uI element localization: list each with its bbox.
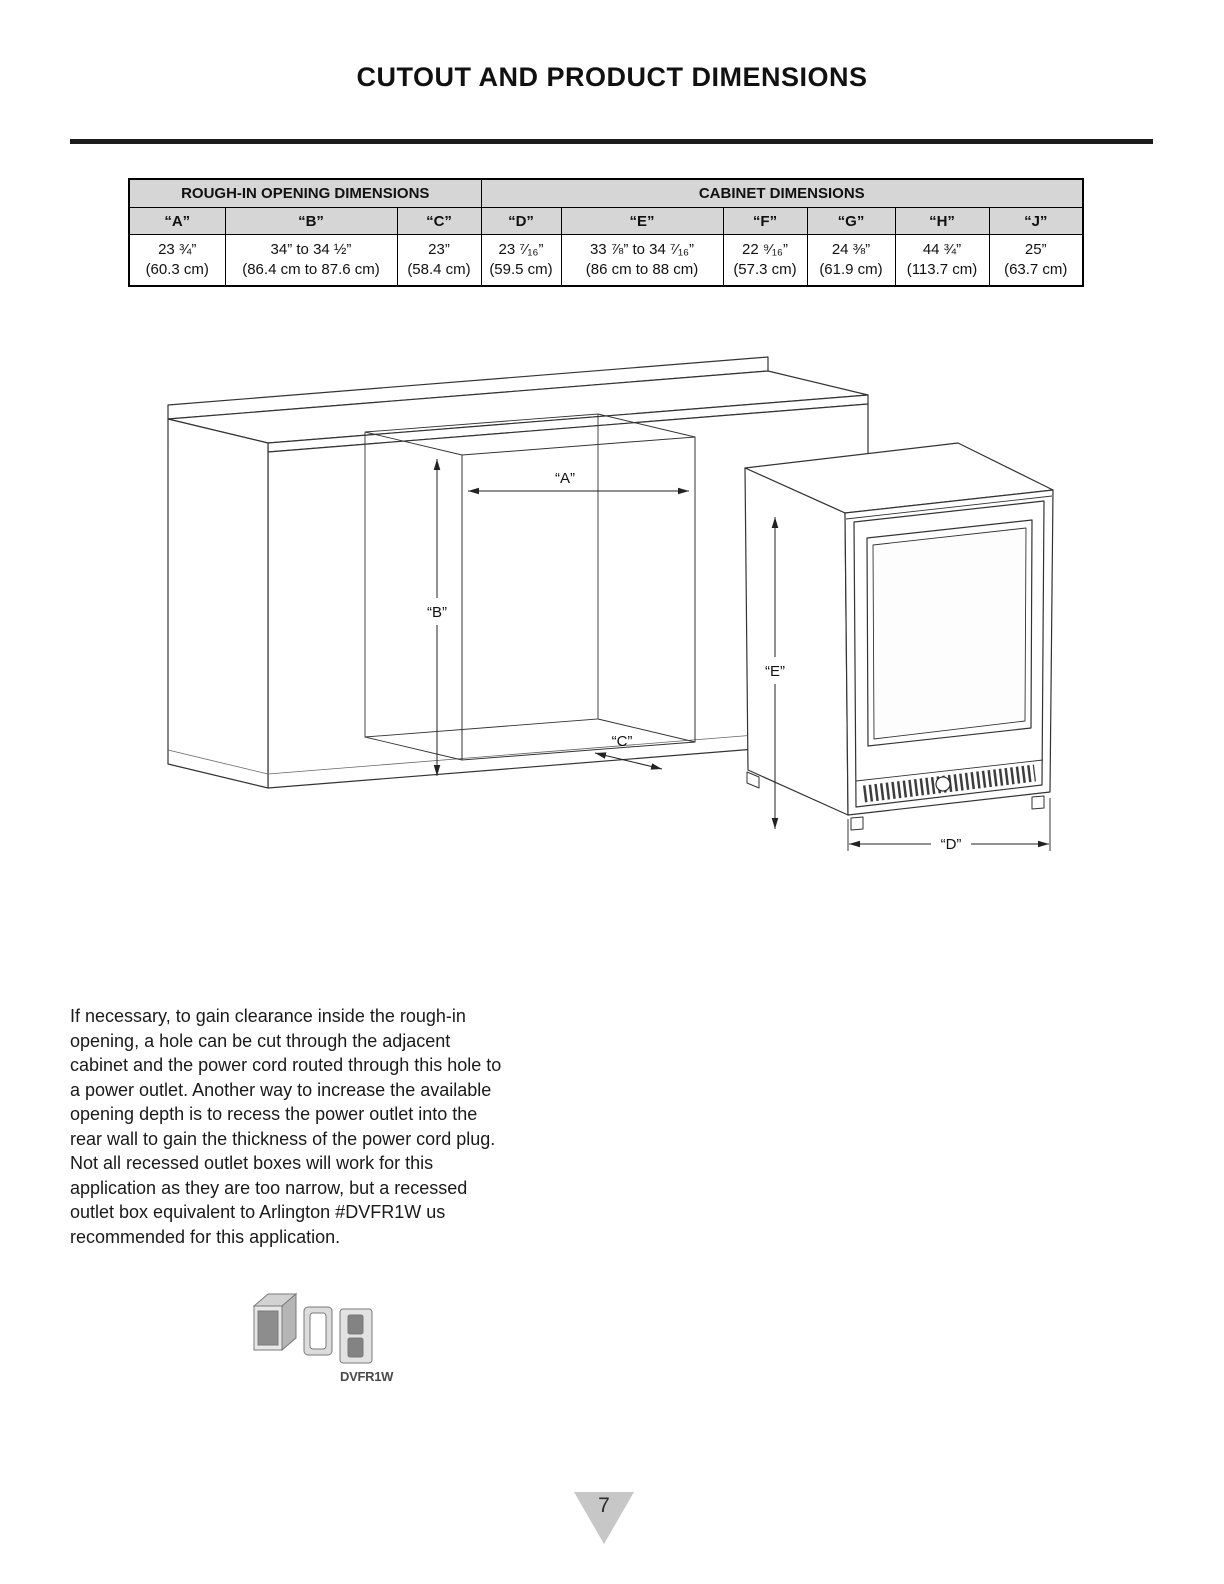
dim-label-e: “E” [765, 663, 785, 680]
body-line: outlet box equivalent to Arlington #DVFR1W us [70, 1202, 446, 1222]
value-cell-f [723, 235, 807, 287]
body-line: application as they are too narrow, but a recessed [70, 1177, 468, 1198]
col-header-j: “J” [989, 208, 1083, 235]
value-cell-j [989, 235, 1083, 287]
col-header-a: “A” [129, 208, 225, 235]
value-cell-d [481, 235, 561, 287]
body-line: opening, a hole can be cut through the adjacent [70, 1030, 451, 1051]
col-header-e: “E” [561, 208, 723, 235]
value-cell-b [225, 235, 397, 287]
value-c-cm: (58.4 cm) [407, 261, 471, 278]
outlet-plate-slot-bottom [348, 1338, 363, 1357]
col-header-b: “B” [225, 208, 397, 235]
fridge-foot-front-left [851, 817, 863, 830]
outlet-plate-slot-top [348, 1315, 363, 1334]
body-line: recommended for this application. [70, 1226, 341, 1247]
value-cell-g [807, 235, 895, 287]
table-group-header-row [129, 179, 1083, 208]
dim-label-d: “D” [940, 836, 962, 853]
body-line: Not all recessed outlet boxes will work for this [70, 1153, 434, 1173]
value-d-cm: (59.5 cm) [489, 261, 553, 278]
outlet-figure-label: DVFR1W [340, 1369, 394, 1384]
door-glass-inner [873, 528, 1026, 739]
value-c-in: 23” [428, 241, 450, 258]
value-f-cm: (57.3 cm) [733, 261, 797, 278]
dim-label-a: “A” [555, 470, 575, 487]
value-g-cm: (61.9 cm) [819, 261, 883, 278]
value-cell-a [129, 235, 225, 287]
page-title: CUTOUT AND PRODUCT DIMENSIONS [356, 62, 868, 92]
value-e-cm: (86 cm to 88 cm) [585, 261, 699, 278]
group-header-rough-in: ROUGH-IN OPENING DIMENSIONS [129, 179, 481, 208]
value-e-in: 33 ⅞” to 34 ⁷⁄₁₆” [589, 241, 695, 258]
value-g-in: 24 ⅜” [831, 241, 871, 258]
outlet-box-figure [240, 1280, 410, 1390]
table-column-header-row [129, 208, 1083, 235]
dimensions-table [128, 178, 1084, 287]
body-line: rear wall to gain the thickness of the power cord plug. [70, 1128, 496, 1149]
body-line: cabinet and the power cord routed through this hole to [70, 1055, 502, 1075]
title-divider [70, 139, 1153, 144]
value-b-cm: (86.4 cm to 87.6 cm) [242, 261, 380, 278]
value-f-in: 22 ⁹⁄₁₆” [742, 241, 788, 258]
dim-label-c: “C” [611, 733, 633, 750]
col-header-d: “D” [481, 208, 561, 235]
outlet-box-drawing [254, 1294, 372, 1363]
col-header-c: “C” [397, 208, 481, 235]
outlet-trim-ring-inner [310, 1313, 326, 1349]
table-values-row [129, 235, 1083, 287]
group-header-cabinet: CABINET DIMENSIONS [481, 179, 1083, 208]
value-cell-h [895, 235, 989, 287]
body-line: a power outlet. Another way to increase the available [70, 1079, 492, 1100]
col-header-g: “G” [807, 208, 895, 235]
value-d-in: 23 ⁷⁄₁₆” [498, 241, 544, 258]
value-h-cm: (113.7 cm) [906, 261, 978, 278]
cabinet-left-end [168, 419, 268, 788]
vent-button [936, 777, 950, 791]
dim-label-b: “B” [427, 604, 447, 621]
col-header-h: “H” [895, 208, 989, 235]
installation-diagram [85, 340, 1165, 900]
page-number-block [574, 1492, 634, 1548]
value-cell-c [397, 235, 481, 287]
fridge-left-face [745, 468, 848, 815]
body-line: opening depth is to recess the power outlet into the [70, 1104, 478, 1124]
body-line: If necessary, to gain clearance inside the rough-in [70, 1006, 466, 1026]
col-header-f: “F” [723, 208, 807, 235]
value-a-in: 23 ¾” [158, 241, 197, 258]
outlet-box-cavity [258, 1311, 278, 1345]
value-b-in: 34” to 34 ½” [270, 241, 352, 258]
value-h-in: 44 ¾” [922, 241, 962, 258]
value-cell-e [561, 235, 723, 287]
fridge-foot-front-right [1032, 796, 1044, 809]
page-number: 7 [598, 1494, 610, 1517]
value-a-cm: (60.3 cm) [145, 261, 209, 278]
body-paragraph [70, 1004, 585, 1249]
value-j-cm: (63.7 cm) [1004, 261, 1068, 278]
fridge-drawing [745, 443, 1053, 830]
value-j-in: 25” [1024, 241, 1047, 258]
